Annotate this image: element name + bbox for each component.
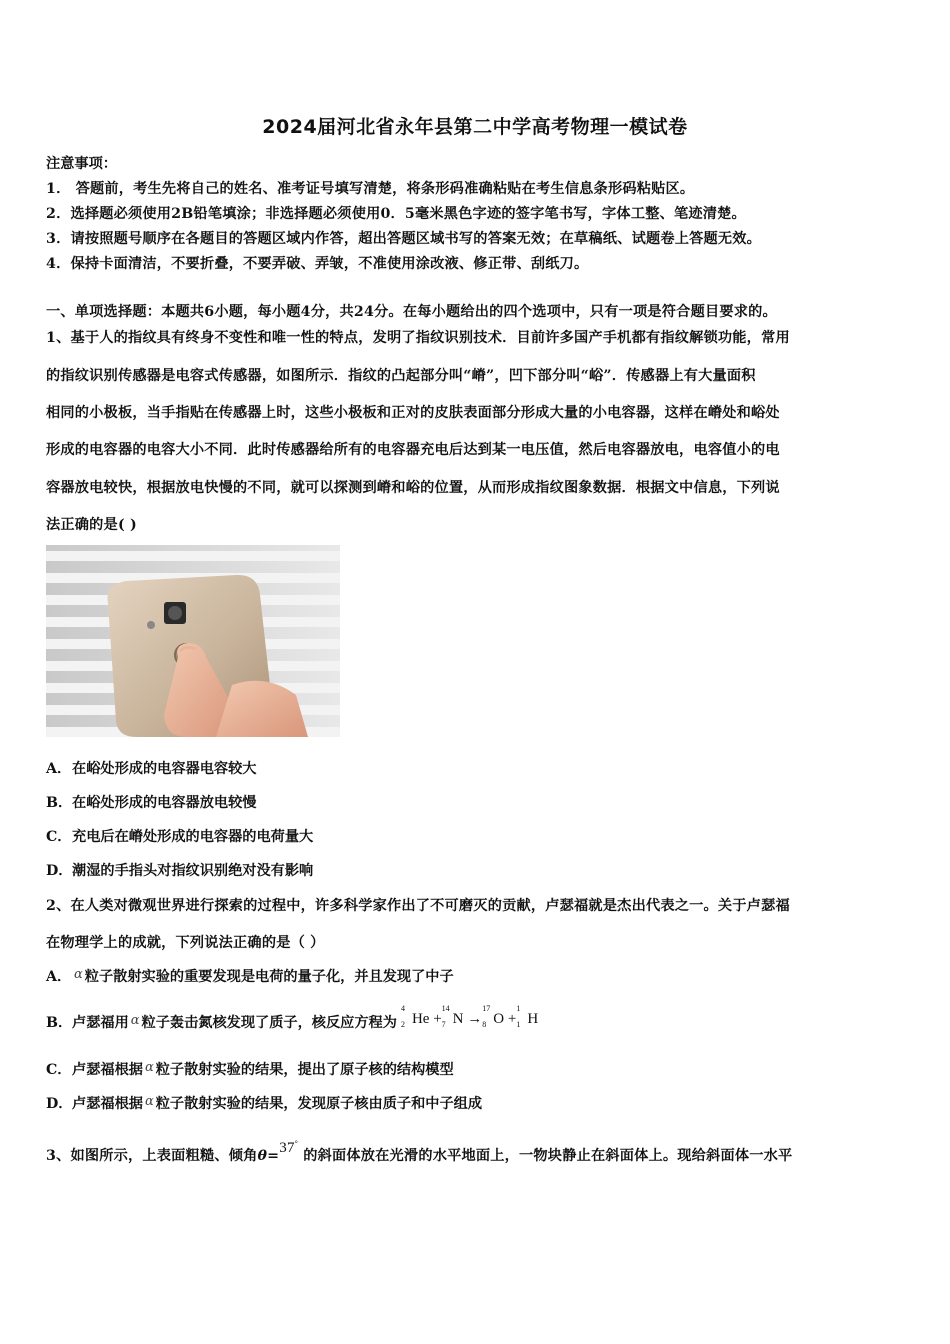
notice-item: 4．保持卡面清洁，不要折叠，不要弄破、弄皱，不准使用涂改液、修正带、刮纸刀。 (46, 256, 589, 272)
q1-text-line: 的指纹识别传感器是电容式传感器，如图所示．指纹的凸起部分叫“嵴”，凹下部分叫“峪”．传感器上有大量面积 (46, 368, 756, 384)
q2-option-b[interactable]: B．卢瑟福用 α 粒子轰击氮核发现了质子，核反应方程为 4 2 He + 14 7 N → 17 8 O + 1 1 H (46, 1004, 539, 1031)
alpha-symbol: α (144, 1094, 154, 1109)
q2-option-c[interactable]: C．卢瑟福根据 α 粒子散射实验的结果，提出了原子核的结构模型 (46, 1060, 454, 1078)
q1-text-line: 形成的电容器的电容大小不同．此时传感器给所有的电容器充电后达到某一电压值，然后电容器放电，电容值小的电 (46, 442, 780, 458)
section-heading: 一、单项选择题：本题共6小题，每小题4分，共24分。在每小题给出的四个选项中，只有一项是符合题目要求的。 (46, 304, 777, 320)
q1-option-b[interactable]: B．在峪处形成的电容器放电较慢 (46, 795, 257, 811)
q1-text-line: 法正确的是( ) (46, 517, 137, 533)
q2-text-line: 在物理学上的成就，下列说法正确的是（ ） (46, 935, 325, 951)
alpha-symbol: α (130, 1013, 140, 1028)
page-title: 2024届河北省永年县第二中学高考物理一模试卷 (262, 116, 688, 138)
notice-item: 2．选择题必须使用2B铅笔填涂；非选择题必须使用0．5毫米黑色字迹的签字笔书写，字体工整、笔迹清楚。 (46, 206, 746, 222)
notice-item: 1． 答题前，考生先将自己的姓名、准考证号填写清楚，将条形码准确粘贴在考生信息条形码粘贴区。 (46, 181, 695, 197)
q3-text-line: 3、如图所示，上表面粗糙、倾角θ=37° 的斜面体放在光滑的水平地面上，一物块静止在斜面体上。现给斜面体一水平 (46, 1139, 793, 1164)
q1-text-line: 相同的小极板，当手指贴在传感器上时，这些小极板和正对的皮肤表面部分形成大量的小电容器，这样在嵴处和峪处 (46, 405, 780, 421)
fingerprint-phone-photo (46, 545, 340, 737)
q1-option-a[interactable]: A．在峪处形成的电容器电容较大 (46, 761, 257, 777)
angle-value: 37° (279, 1139, 299, 1156)
nuclear-equation: 4 2 He + 14 7 N → 17 8 O + 1 1 H (400, 1004, 539, 1029)
q1-text-line: 容器放电较快，根据放电快慢的不同，就可以探测到嵴和峪的位置，从而形成指纹图象数据．根据文中信息，下列说 (46, 480, 780, 496)
q1-option-d[interactable]: D．潮湿的手指头对指纹识别绝对没有影响 (46, 863, 314, 879)
q2-text-line: 2、在人类对微观世界进行探索的过程中，许多科学家作出了不可磨灭的贡献，卢瑟福就是杰出代表之一。关于卢瑟福 (46, 898, 790, 914)
notice-item: 3．请按照题号顺序在各题目的答题区域内作答，超出答题区域书写的答案无效；在草稿纸、试题卷上答题无效。 (46, 231, 762, 247)
q1-text-line: 1、基于人的指纹具有终身不变性和唯一性的特点，发明了指纹识别技术．目前许多国产手机都有指纹解锁功能，常用 (46, 330, 790, 346)
alpha-symbol: α (74, 967, 83, 982)
alpha-symbol: α (144, 1060, 154, 1075)
q2-option-a[interactable]: A． α 粒子散射实验的重要发现是电荷的量子化，并且发现了中子 (46, 967, 454, 985)
notice-heading: 注意事项： (46, 156, 117, 172)
q2-option-d[interactable]: D．卢瑟福根据 α 粒子散射实验的结果，发现原子核由质子和中子组成 (46, 1094, 483, 1112)
q1-option-c[interactable]: C．充电后在嵴处形成的电容器的电荷量大 (46, 829, 314, 845)
